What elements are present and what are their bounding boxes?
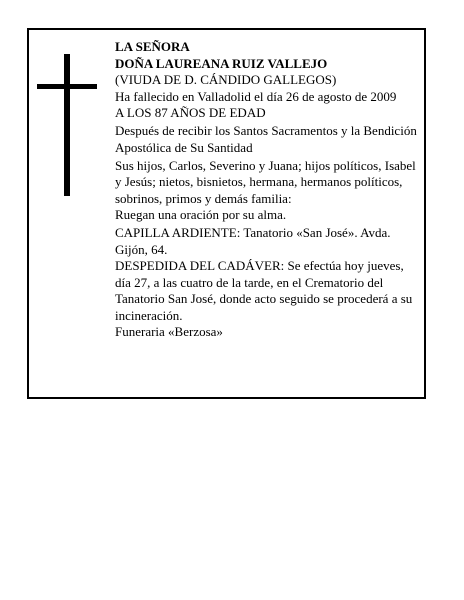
prayer: Ruegan una oración por su alma. [115,207,287,222]
funeral-home: Funeraria «Berzosa» [115,324,223,339]
deceased-name: DOÑA LAUREANA RUIZ VALLEJO [115,55,328,71]
family: Sus hijos, Carlos, Severino y Juana; hijos políticos, Isabel y Jesús; nietos, bisnietos, hermana, hermanos políticos, sobrinos, primos y demás familia: [115,157,416,206]
sacraments: Después de recibir los Santos Sacramentos y la Bendición Apostólica de Su Santidad [115,123,417,155]
cross-icon-bar [37,84,97,89]
obituary-text [115,39,421,341]
death-info: Ha fallecido en Valladolid el día 26 de agosto de 2009 [115,88,397,104]
cross-icon [64,54,70,196]
age: A LOS 87 AÑOS DE EDAD [115,105,266,120]
farewell: DESPEDIDA DEL CADÁVER: Se efectúa hoy jueves, día 27, a las cuatro de la tarde, en el Crematorio del Tanatorio San José, donde acto seguido se procederá a su incineración. [115,258,413,323]
chapel: CAPILLA ARDIENTE: Tanatorio «San José». Avda. Gijón, 64. [115,225,391,257]
widow-of: (VIUDA DE D. CÁNDIDO GALLEGOS) [115,72,337,87]
notice-title: LA SEÑORA [115,39,190,54]
